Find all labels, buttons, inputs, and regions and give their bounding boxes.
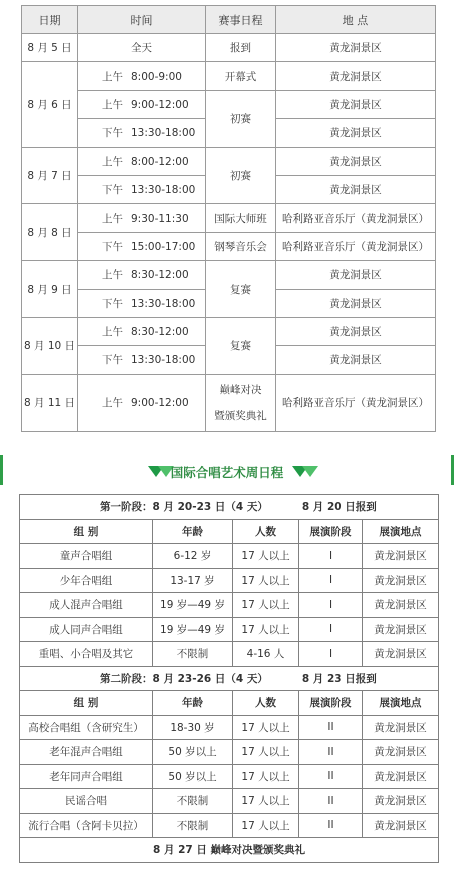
- header-stage: 展演阶段: [299, 519, 363, 544]
- time-cell: [78, 346, 206, 374]
- venue-cell: 黄龙洞景区: [276, 317, 436, 345]
- table-row: [20, 813, 439, 838]
- time-cell: [78, 175, 206, 203]
- table-row: [22, 232, 436, 260]
- time-range: 9:00-12:00: [131, 397, 189, 410]
- table-row: [20, 617, 439, 642]
- phase-row: [20, 666, 439, 691]
- count-cell: 17 人以上: [233, 568, 299, 593]
- count-cell: 17 人以上: [233, 813, 299, 838]
- table-row: [22, 374, 436, 431]
- group-cell: 少年合唱组: [20, 568, 153, 593]
- choir-section-heading: [0, 455, 454, 485]
- time-cell: 全天: [78, 34, 206, 62]
- time-range: 13:30-18:00: [131, 354, 196, 367]
- period-label: 上午: [102, 269, 123, 282]
- table-row: [20, 789, 439, 814]
- period-label: 下午: [102, 354, 123, 367]
- period-label: 上午: [102, 212, 123, 225]
- table-row: [20, 715, 439, 740]
- group-cell: 童声合唱组: [20, 544, 153, 569]
- venue-cell: 黄龙洞景区: [276, 119, 436, 147]
- phase-row: [20, 495, 439, 520]
- age-cell: 50 岁以上: [153, 740, 233, 765]
- choir-header-row: [20, 691, 439, 716]
- competition-schedule-table: [21, 5, 436, 432]
- stage-cell: II: [299, 789, 363, 814]
- period-label: 下午: [102, 184, 123, 197]
- venue-cell: 黄龙洞景区: [276, 147, 436, 175]
- time-cell: [78, 90, 206, 118]
- event-cell: 国际大师班: [206, 204, 276, 232]
- header-group: 组 别: [20, 519, 153, 544]
- period-label: 下午: [102, 240, 123, 253]
- time-cell: [78, 289, 206, 317]
- table-row: [20, 544, 439, 569]
- event-cell: 初赛: [206, 90, 276, 147]
- time-cell: [78, 232, 206, 260]
- event-line-2: 暨颁奖典礼: [214, 409, 267, 422]
- phase-title: 第一阶段：8 月 20-23 日（4 天）: [100, 501, 268, 514]
- age-cell: 不限制: [153, 642, 233, 667]
- final-row: [20, 838, 439, 863]
- group-cell: 高校合唱组（含研究生）: [20, 715, 153, 740]
- header-location: 展演地点: [363, 691, 439, 716]
- count-cell: 17 人以上: [233, 593, 299, 618]
- date-cell: 8 月 6 日: [22, 62, 78, 147]
- age-cell: 不限制: [153, 813, 233, 838]
- table-row: [20, 593, 439, 618]
- period-label: 上午: [102, 326, 123, 339]
- date-cell: 8 月 10 日: [22, 317, 78, 374]
- header-stage: 展演阶段: [299, 691, 363, 716]
- count-cell: 17 人以上: [233, 715, 299, 740]
- header-age: 年龄: [153, 519, 233, 544]
- stage-cell: I: [299, 642, 363, 667]
- period-label: 上午: [102, 397, 123, 410]
- event-cell: 开幕式: [206, 62, 276, 90]
- venue-cell: 黄龙洞景区: [276, 289, 436, 317]
- stage-cell: II: [299, 740, 363, 765]
- header-time: 时间: [78, 6, 206, 34]
- event-cell: 复赛: [206, 261, 276, 318]
- header-group: 组 别: [20, 691, 153, 716]
- location-cell: 黄龙洞景区: [363, 642, 439, 667]
- section-title: 国际合唱艺术周日程: [170, 465, 284, 480]
- location-cell: 黄龙洞景区: [363, 715, 439, 740]
- venue-cell: 黄龙洞景区: [276, 261, 436, 289]
- table-row: [22, 34, 436, 62]
- time-cell: [78, 62, 206, 90]
- time-cell: [78, 147, 206, 175]
- time-cell: [78, 261, 206, 289]
- phase2-cell: [20, 666, 439, 691]
- event-line-1: 巅峰对决: [219, 383, 262, 396]
- age-cell: 不限制: [153, 789, 233, 814]
- period-label: 上午: [102, 70, 123, 83]
- count-cell: 17 人以上: [233, 789, 299, 814]
- age-cell: 19 岁—49 岁: [153, 617, 233, 642]
- time-range: 13:30-18:00: [131, 127, 196, 140]
- stage-cell: I: [299, 544, 363, 569]
- time-range: 9:00-12:00: [131, 98, 189, 111]
- period-label: 上午: [102, 98, 123, 111]
- date-cell: 8 月 8 日: [22, 204, 78, 261]
- time-range: 9:30-11:30: [131, 212, 189, 225]
- time-range: 15:00-17:00: [131, 240, 196, 253]
- phase1-cell: [20, 495, 439, 520]
- venue-cell: 哈利路亚音乐厅（黄龙洞景区）: [276, 374, 436, 431]
- table-row: [20, 642, 439, 667]
- location-cell: 黄龙洞景区: [363, 764, 439, 789]
- venue-cell: 黄龙洞景区: [276, 346, 436, 374]
- table-row: [22, 261, 436, 289]
- location-cell: 黄龙洞景区: [363, 544, 439, 569]
- group-cell: 成人同声合唱组: [20, 617, 153, 642]
- location-cell: 黄龙洞景区: [363, 740, 439, 765]
- header-count: 人数: [233, 519, 299, 544]
- count-cell: 17 人以上: [233, 617, 299, 642]
- group-cell: 老年混声合唱组: [20, 740, 153, 765]
- header-count: 人数: [233, 691, 299, 716]
- time-range: 8:30-12:00: [131, 269, 189, 282]
- stage-cell: II: [299, 813, 363, 838]
- table-row: [22, 317, 436, 345]
- period-label: 上午: [102, 155, 123, 168]
- count-cell: 17 人以上: [233, 544, 299, 569]
- time-cell: [78, 119, 206, 147]
- age-cell: 19 岁—49 岁: [153, 593, 233, 618]
- time-cell: [78, 317, 206, 345]
- time-range: 8:30-12:00: [131, 326, 189, 339]
- final-event-cell: 8 月 27 日 巅峰对决暨颁奖典礼: [20, 838, 439, 863]
- group-cell: 流行合唱（含阿卡贝拉）: [20, 813, 153, 838]
- count-cell: 17 人以上: [233, 740, 299, 765]
- group-cell: 重唱、小合唱及其它: [20, 642, 153, 667]
- header-date: 日期: [22, 6, 78, 34]
- registration-date: 8 月 20 日报到: [301, 501, 377, 514]
- registration-date: 8 月 23 日报到: [301, 672, 377, 685]
- stage-cell: II: [299, 764, 363, 789]
- venue-cell: 黄龙洞景区: [276, 175, 436, 203]
- venue-cell: 哈利路亚音乐厅（黄龙洞景区）: [276, 204, 436, 232]
- table-row: [20, 568, 439, 593]
- date-cell: 8 月 11 日: [22, 374, 78, 431]
- triangle-right-icon: [302, 466, 318, 477]
- group-cell: 成人混声合唱组: [20, 593, 153, 618]
- phase-title: 第二阶段：8 月 23-26 日（4 天）: [100, 672, 268, 685]
- table-row: [22, 204, 436, 232]
- stage-cell: II: [299, 715, 363, 740]
- age-cell: 50 岁以上: [153, 764, 233, 789]
- count-cell: 17 人以上: [233, 764, 299, 789]
- group-cell: 民谣合唱: [20, 789, 153, 814]
- venue-cell: 黄龙洞景区: [276, 62, 436, 90]
- table-row: [22, 62, 436, 90]
- stage-cell: I: [299, 568, 363, 593]
- header-location: 展演地点: [363, 519, 439, 544]
- time-cell: [78, 374, 206, 431]
- date-cell: 8 月 5 日: [22, 34, 78, 62]
- schedule-header-row: [22, 6, 436, 34]
- venue-cell: 黄龙洞景区: [276, 34, 436, 62]
- count-cell: 4-16 人: [233, 642, 299, 667]
- period-label: 下午: [102, 297, 123, 310]
- time-range: 13:30-18:00: [131, 184, 196, 197]
- event-cell: [206, 374, 276, 431]
- time-range: 8:00-9:00: [131, 70, 182, 83]
- stage-cell: I: [299, 593, 363, 618]
- event-cell: 报到: [206, 34, 276, 62]
- age-cell: 18-30 岁: [153, 715, 233, 740]
- choir-schedule-table: [19, 494, 439, 863]
- event-cell: 初赛: [206, 147, 276, 204]
- location-cell: 黄龙洞景区: [363, 568, 439, 593]
- date-cell: 8 月 7 日: [22, 147, 78, 204]
- header-venue: 地 点: [276, 6, 436, 34]
- stage-cell: I: [299, 617, 363, 642]
- header-age: 年龄: [153, 691, 233, 716]
- group-cell: 老年同声合唱组: [20, 764, 153, 789]
- time-range: 13:30-18:00: [131, 297, 196, 310]
- table-row: [20, 740, 439, 765]
- period-label: 下午: [102, 127, 123, 140]
- time-range: 8:00-12:00: [131, 155, 189, 168]
- event-cell: 复赛: [206, 317, 276, 374]
- table-row: [22, 90, 436, 118]
- venue-cell: 哈利路亚音乐厅（黄龙洞景区）: [276, 232, 436, 260]
- location-cell: 黄龙洞景区: [363, 617, 439, 642]
- event-cell: 钢琴音乐会: [206, 232, 276, 260]
- age-cell: 13-17 岁: [153, 568, 233, 593]
- table-row: [20, 764, 439, 789]
- date-cell: 8 月 9 日: [22, 261, 78, 318]
- location-cell: 黄龙洞景区: [363, 813, 439, 838]
- choir-header-row: [20, 519, 439, 544]
- age-cell: 6-12 岁: [153, 544, 233, 569]
- time-cell: [78, 204, 206, 232]
- header-event: 赛事日程: [206, 6, 276, 34]
- location-cell: 黄龙洞景区: [363, 593, 439, 618]
- location-cell: 黄龙洞景区: [363, 789, 439, 814]
- venue-cell: 黄龙洞景区: [276, 90, 436, 118]
- table-row: [22, 147, 436, 175]
